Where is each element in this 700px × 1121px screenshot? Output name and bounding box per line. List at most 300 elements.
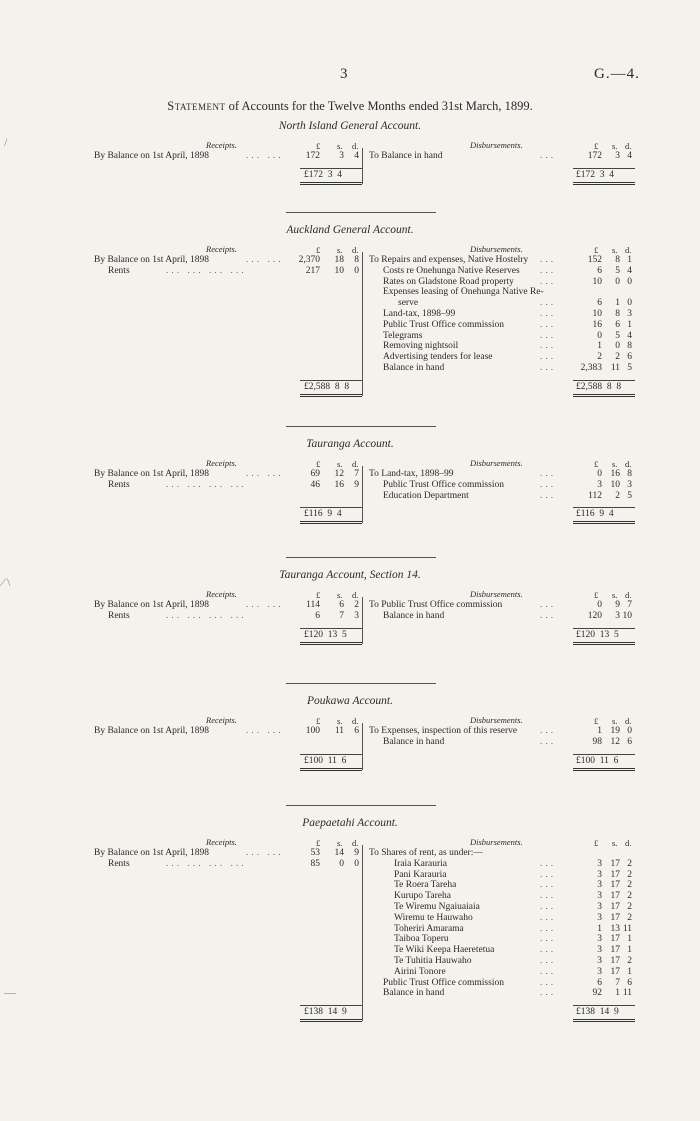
disbursement-row: [0, 491, 640, 502]
amount-shillings: 17: [610, 869, 620, 880]
amount-pounds: 10: [592, 309, 602, 319]
leader-dots: ...: [540, 151, 557, 161]
currency-unit-header: £: [594, 245, 599, 255]
disbursement-row: [0, 988, 640, 999]
disbursement-description: Airini Tonore: [394, 966, 446, 977]
disbursement-description: To Land-tax, 1898–99: [369, 469, 454, 479]
amount-pounds: 10: [592, 276, 602, 287]
statement-title-rest: of Accounts for the Twelve Months ended 31st March, 1899.: [225, 99, 533, 113]
leader-dots: ...: [540, 934, 557, 945]
currency-unit-header: s.: [337, 590, 343, 600]
currency-unit-header: d.: [352, 838, 359, 848]
leader-dots: ...: [540, 255, 557, 265]
disbursement-description: To Balance in hand: [369, 151, 443, 161]
leader-dots: ...: [540, 479, 557, 490]
amount-pence: 1: [627, 255, 632, 265]
total-double-rule: [573, 768, 635, 771]
amount-shillings: 5: [615, 330, 620, 341]
amount-shillings: 17: [610, 945, 620, 956]
amount-pence: 0: [354, 858, 359, 869]
amount-pounds: 0: [597, 600, 602, 610]
amount-pence: 8: [627, 341, 632, 352]
leader-dots: ...: [540, 988, 557, 999]
section-divider: [286, 805, 436, 806]
disbursement-description: Public Trust Office commission: [383, 319, 504, 330]
disbursement-description: Pani Karauria: [394, 869, 447, 880]
leader-dots: ...: [540, 869, 557, 880]
total-double-rule: [300, 182, 362, 185]
receipts-total: £120 13 5: [304, 629, 347, 640]
leader-dots: ... ... ... ...: [166, 265, 247, 276]
disbursement-row: [0, 967, 640, 978]
amount-shillings: 3: [615, 610, 620, 621]
leader-dots: ...: [540, 341, 557, 352]
margin-mark: /: [4, 135, 8, 149]
disbursement-row: [0, 331, 640, 342]
disbursement-row: [0, 924, 640, 935]
disbursement-row: [0, 352, 640, 363]
disbursement-description: Education Department: [383, 490, 469, 501]
receipts-total: £2,588 8 8: [304, 381, 350, 392]
amount-pence: 6: [627, 736, 632, 747]
amount-shillings: 17: [610, 966, 620, 977]
disbursement-description: To Shares of rent, as under:—: [369, 848, 483, 858]
currency-unit-header: £: [594, 141, 599, 151]
amount-pounds: 92: [592, 988, 602, 999]
total-double-rule: [300, 642, 362, 645]
receipt-description: By Balance on 1st April, 1898: [94, 600, 210, 610]
disbursement-description: Te Wiki Keepa Haeretetua: [394, 945, 495, 956]
receipts-heading: Receipts.: [206, 140, 237, 150]
amount-pounds: 217: [305, 265, 320, 276]
currency-unit-header: s.: [612, 590, 618, 600]
amount-pence: 9: [354, 848, 359, 858]
amount-shillings: 11: [610, 363, 620, 373]
margin-mark: —: [4, 985, 16, 999]
disbursement-row: [0, 945, 640, 956]
currency-unit-header: £: [594, 716, 599, 726]
amount-pence: 0: [627, 276, 632, 287]
amount-pounds: 3: [597, 858, 602, 869]
total-rule: [300, 380, 362, 381]
leader-dots: ...: [540, 363, 557, 373]
disbursement-description: Taiboa Toperu: [394, 934, 449, 945]
currency-unit-header: s.: [612, 838, 618, 848]
receipt-description: By Balance on 1st April, 1898: [94, 255, 210, 265]
total-rule: [300, 168, 362, 169]
currency-unit-header: £: [316, 838, 321, 848]
amount-pence: 7: [627, 600, 632, 610]
receipts-heading: Receipts.: [206, 837, 237, 847]
leader-dots: ...: [540, 966, 557, 977]
leader-dots: ... ...: [246, 151, 284, 161]
amount-pence: 3: [627, 479, 632, 490]
disbursement-description: serve: [398, 298, 419, 309]
amount-pence: 2: [627, 902, 632, 912]
amount-shillings: 17: [610, 912, 620, 923]
disbursement-description: Iraia Karauria: [394, 858, 448, 869]
amount-shillings: 3: [615, 151, 620, 161]
amount-pounds: 6: [597, 977, 602, 988]
leader-dots: ...: [540, 330, 557, 341]
amount-pence: 3: [354, 610, 359, 621]
disbursements-total: £2,588 8 8: [576, 381, 622, 392]
amount-shillings: 1: [615, 298, 620, 309]
disbursement-description: To Public Trust Office commission: [369, 600, 503, 610]
disbursement-row: [0, 611, 640, 622]
currency-unit-header: £: [594, 838, 599, 848]
leader-dots: ...: [540, 880, 557, 891]
currency-unit-header: £: [316, 141, 321, 151]
leader-dots: ... ...: [246, 600, 284, 610]
amount-shillings: 17: [610, 902, 620, 912]
total-rule: [300, 628, 362, 629]
disbursements-total: £172 3 4: [576, 169, 614, 180]
disbursement-row: [0, 870, 640, 881]
amount-pounds: 3: [597, 934, 602, 945]
amount-shillings: 16: [334, 479, 344, 490]
amount-pounds: 172: [587, 151, 602, 161]
account-title: North Island General Account.: [278, 120, 422, 132]
amount-shillings: 0: [615, 276, 620, 287]
column-divider: [362, 252, 363, 396]
amount-shillings: 17: [610, 891, 620, 902]
disbursement-description: Kurupo Tareha: [394, 891, 451, 902]
disbursement-row: [0, 859, 640, 870]
amount-shillings: 9: [615, 600, 620, 610]
disbursement-row: [0, 320, 640, 331]
amount-pounds: 3: [597, 902, 602, 912]
receipt-description: Rents: [108, 610, 130, 621]
column-divider: [362, 723, 363, 770]
amount-pounds: 1: [597, 726, 602, 736]
disbursements-heading: Disbursements.: [470, 589, 523, 599]
currency-unit-header: d.: [625, 459, 632, 469]
account-title: Tauranga Account.: [306, 438, 394, 450]
total-double-rule: [300, 394, 362, 397]
currency-unit-header: s.: [337, 459, 343, 469]
amount-pounds: 53: [310, 848, 320, 858]
leader-dots: ... ...: [246, 848, 284, 858]
leader-dots: ...: [540, 309, 557, 319]
disbursements-heading: Disbursements.: [470, 140, 523, 150]
disbursement-row: [0, 737, 640, 748]
amount-pounds: 2: [597, 352, 602, 363]
disbursements-total: £120 13 5: [576, 629, 619, 640]
amount-pence: 4: [627, 151, 632, 161]
disbursement-row: [0, 277, 640, 288]
leader-dots: ...: [540, 469, 557, 479]
total-double-rule: [573, 394, 635, 397]
amount-shillings: 18: [334, 255, 344, 265]
amount-pence: 4: [627, 265, 632, 276]
amount-shillings: 6: [339, 600, 344, 610]
leader-dots: ...: [540, 298, 557, 309]
amount-shillings: 7: [615, 977, 620, 988]
disbursement-row: [0, 480, 640, 491]
amount-shillings: 0: [615, 341, 620, 352]
disbursement-description: Te Wiremu Ngaiuaiaia: [394, 902, 480, 912]
currency-unit-header: d.: [352, 141, 359, 151]
amount-shillings: 8: [615, 309, 620, 319]
disbursement-row: [0, 891, 640, 902]
amount-pounds: 3: [597, 956, 602, 966]
amount-pence: 8: [627, 469, 632, 479]
account-title: Auckland General Account.: [286, 224, 414, 236]
amount-shillings: 17: [610, 934, 620, 945]
currency-unit-header: d.: [352, 245, 359, 255]
receipts-total: £100 11 6: [304, 755, 347, 766]
leader-dots: ...: [540, 956, 557, 966]
amount-pence: 0: [354, 265, 359, 276]
disbursement-row: [0, 151, 640, 162]
receipt-description: By Balance on 1st April, 1898: [94, 726, 210, 736]
disbursement-description: Public Trust Office commission: [383, 479, 504, 490]
total-rule: [300, 1005, 362, 1006]
receipt-description: Rents: [108, 479, 130, 490]
amount-pence: 2: [627, 912, 632, 923]
disbursement-row: [0, 469, 640, 480]
amount-shillings: 17: [610, 858, 620, 869]
amount-pounds: 1: [597, 923, 602, 934]
leader-dots: ...: [540, 902, 557, 912]
amount-pence: 5: [627, 363, 632, 373]
amount-shillings: 12: [334, 469, 344, 479]
total-rule: [573, 628, 635, 629]
amount-shillings: 17: [610, 956, 620, 966]
document-reference: G.—4.: [594, 66, 640, 82]
disbursement-row: [0, 309, 640, 320]
currency-unit-header: d.: [352, 590, 359, 600]
currency-unit-header: s.: [612, 245, 618, 255]
amount-shillings: 1: [615, 988, 620, 999]
total-rule: [573, 754, 635, 755]
leader-dots: ...: [540, 858, 557, 869]
amount-pounds: 16: [592, 319, 602, 330]
amount-pence: 1: [627, 945, 632, 956]
amount-pence: 3: [627, 309, 632, 319]
leader-dots: ...: [540, 490, 557, 501]
total-rule: [573, 380, 635, 381]
disbursement-row: [0, 934, 640, 945]
disbursement-row: [0, 978, 640, 989]
disbursement-row: [0, 880, 640, 891]
column-divider: [362, 466, 363, 523]
currency-unit-header: s.: [337, 838, 343, 848]
amount-shillings: 19: [610, 726, 620, 736]
disbursement-description: Advertising tenders for lease: [383, 352, 493, 363]
total-double-rule: [573, 1019, 635, 1022]
amount-pounds: 152: [587, 255, 602, 265]
disbursement-description: Removing nightsoil: [383, 341, 459, 352]
amount-pence: 1: [627, 319, 632, 330]
amount-pence: 2: [354, 600, 359, 610]
amount-pounds: 3: [597, 880, 602, 891]
currency-unit-header: d.: [352, 459, 359, 469]
leader-dots: ...: [540, 265, 557, 276]
amount-pounds: 3: [597, 945, 602, 956]
receipts-total: £116 9 4: [304, 509, 342, 520]
amount-shillings: 6: [615, 319, 620, 330]
leader-dots: ... ... ... ...: [166, 610, 247, 621]
amount-pence: 2: [627, 880, 632, 891]
disbursement-description: Rates on Gladstone Road property: [383, 276, 514, 287]
currency-unit-header: s.: [612, 141, 618, 151]
amount-shillings: 10: [610, 479, 620, 490]
receipts-heading: Receipts.: [206, 458, 237, 468]
leader-dots: ...: [540, 610, 557, 621]
leader-dots: ...: [540, 352, 557, 363]
amount-pounds: 3: [597, 479, 602, 490]
amount-shillings: 16: [610, 469, 620, 479]
total-double-rule: [300, 1019, 362, 1022]
disbursement-row: [0, 726, 640, 737]
amount-pence: 2: [627, 858, 632, 869]
currency-unit-header: s.: [612, 716, 618, 726]
amount-pounds: 112: [588, 490, 602, 501]
currency-unit-header: £: [316, 716, 321, 726]
total-double-rule: [573, 642, 635, 645]
amount-pounds: 3: [597, 912, 602, 923]
total-rule: [573, 168, 635, 169]
amount-pounds: 6: [597, 298, 602, 309]
section-divider: [286, 426, 436, 427]
disbursement-description: Toheriri Amarama: [394, 923, 464, 934]
disbursement-row: [0, 287, 640, 298]
leader-dots: ... ... ... ...: [166, 858, 247, 869]
amount-pence: 6: [627, 352, 632, 363]
amount-pounds: 0: [597, 469, 602, 479]
statement-title: [0, 99, 700, 114]
amount-pounds: 114: [306, 600, 320, 610]
receipts-heading: Receipts.: [206, 244, 237, 254]
amount-pounds: 3: [597, 966, 602, 977]
amount-pounds: 6: [315, 610, 320, 621]
disbursement-row: [0, 848, 640, 859]
amount-shillings: 10: [334, 265, 344, 276]
amount-pence: 4: [627, 330, 632, 341]
amount-pence: 6: [627, 977, 632, 988]
amount-pence: 1: [627, 966, 632, 977]
disbursement-row: [0, 913, 640, 924]
amount-shillings: 14: [334, 848, 344, 858]
currency-unit-header: s.: [337, 716, 343, 726]
amount-pounds: 172: [305, 151, 320, 161]
amount-pence: 11: [622, 988, 632, 999]
leader-dots: ... ...: [246, 726, 284, 736]
receipts-total: £138 14 9: [304, 1007, 347, 1018]
disbursement-description: Balance in hand: [383, 363, 445, 373]
disbursement-description: Balance in hand: [383, 610, 445, 621]
disbursement-description: Balance in hand: [383, 736, 445, 747]
amount-pence: 0: [627, 726, 632, 736]
currency-unit-header: d.: [352, 716, 359, 726]
amount-pounds: 6: [597, 265, 602, 276]
amount-shillings: 5: [615, 265, 620, 276]
amount-pence: 7: [354, 469, 359, 479]
amount-pounds: 3: [597, 891, 602, 902]
disbursement-description: Telegrams: [383, 330, 423, 341]
amount-shillings: 13: [610, 923, 620, 934]
total-rule: [300, 754, 362, 755]
amount-pence: 10: [622, 610, 632, 621]
amount-shillings: 7: [339, 610, 344, 621]
account-title: Paepaetahi Account.: [302, 817, 398, 829]
amount-pence: 11: [622, 923, 632, 934]
disbursement-description: Te Roera Tareha: [394, 880, 457, 891]
amount-pence: 1: [627, 934, 632, 945]
amount-pence: 2: [627, 956, 632, 966]
disbursement-row: [0, 956, 640, 967]
amount-pence: 4: [354, 151, 359, 161]
disbursement-row: [0, 363, 640, 374]
disbursement-row: [0, 266, 640, 277]
amount-pence: 0: [627, 298, 632, 309]
currency-unit-header: d.: [625, 245, 632, 255]
total-double-rule: [300, 768, 362, 771]
leader-dots: ...: [540, 945, 557, 956]
leader-dots: ...: [540, 736, 557, 747]
amount-pounds: 3: [597, 869, 602, 880]
receipt-description: By Balance on 1st April, 1898: [94, 469, 210, 479]
amount-shillings: 8: [615, 255, 620, 265]
total-double-rule: [573, 521, 635, 524]
disbursement-description: Te Tuhitia Hauwaho: [394, 956, 472, 966]
amount-shillings: 17: [610, 880, 620, 891]
amount-pence: 2: [627, 891, 632, 902]
leader-dots: ...: [540, 319, 557, 330]
total-rule: [573, 1005, 635, 1006]
column-divider: [362, 845, 363, 1021]
amount-pounds: 46: [310, 479, 320, 490]
disbursement-row: [0, 298, 640, 309]
amount-pounds: 69: [310, 469, 320, 479]
leader-dots: ...: [540, 276, 557, 287]
leader-dots: ...: [540, 977, 557, 988]
leader-dots: ...: [540, 600, 557, 610]
disbursement-description: Balance in hand: [383, 988, 445, 999]
disbursements-heading: Disbursements.: [470, 244, 523, 254]
amount-shillings: 11: [334, 726, 344, 736]
disbursements-heading: Disbursements.: [470, 458, 523, 468]
amount-pounds: 98: [592, 736, 602, 747]
leader-dots: ... ...: [246, 255, 284, 265]
currency-unit-header: £: [594, 590, 599, 600]
leader-dots: ...: [540, 912, 557, 923]
disbursement-description: Expenses leasing of Onehunga Native Re-: [383, 287, 544, 298]
amount-pounds: 2,370: [298, 255, 320, 265]
section-divider: [286, 557, 436, 558]
amount-pence: 6: [354, 726, 359, 736]
receipt-description: By Balance on 1st April, 1898: [94, 848, 210, 858]
section-divider: [286, 683, 436, 684]
disbursement-description: Costs re Onehunga Native Reserves: [383, 265, 520, 276]
disbursements-heading: Disbursements.: [470, 837, 523, 847]
disbursement-row: [0, 255, 640, 266]
leader-dots: ... ...: [246, 469, 284, 479]
currency-unit-header: £: [594, 459, 599, 469]
amount-shillings: 3: [339, 151, 344, 161]
column-divider: [362, 148, 363, 184]
receipt-description: Rents: [108, 858, 130, 869]
section-divider: [286, 212, 436, 213]
currency-unit-header: d.: [625, 141, 632, 151]
disbursement-row: [0, 600, 640, 611]
disbursements-total: £138 14 9: [576, 1007, 619, 1018]
account-title: Tauranga Account, Section 14.: [279, 569, 421, 581]
total-double-rule: [300, 521, 362, 524]
amount-pounds: 85: [310, 858, 320, 869]
